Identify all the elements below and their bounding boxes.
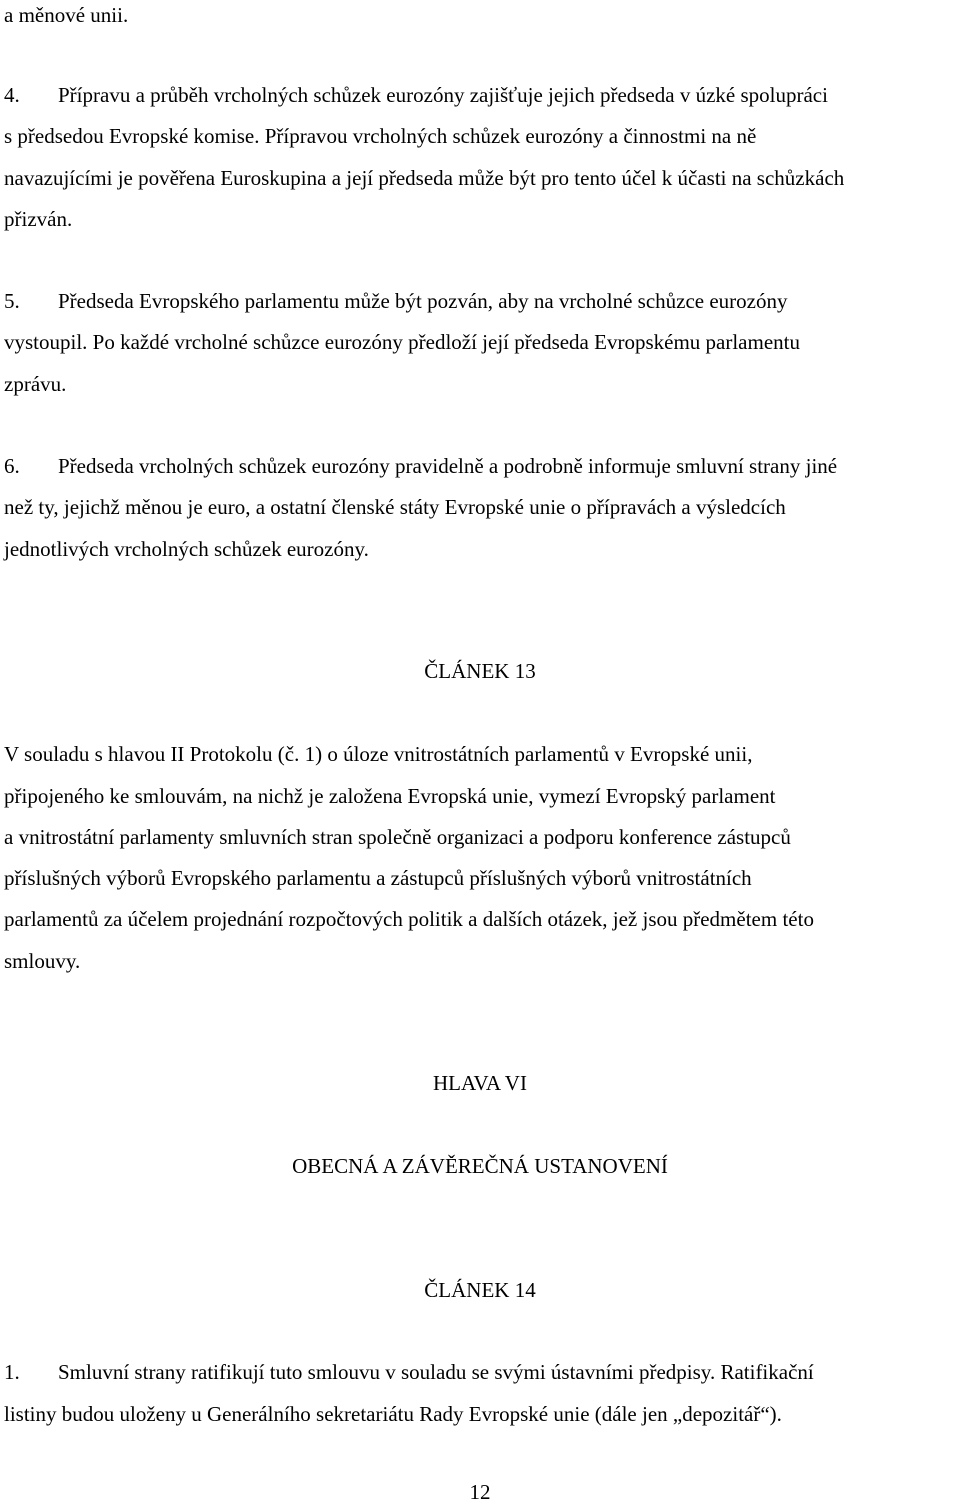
article-14-heading: ČLÁNEK 14: [424, 1278, 536, 1302]
paragraph-6-line-1: [4, 456, 837, 477]
page-number: 12: [469, 1480, 491, 1504]
title-6-subheading: OBECNÁ A ZÁVĚREČNÁ USTANOVENÍ: [292, 1154, 668, 1178]
article-14-paragraph-1-line-1: [4, 1362, 814, 1383]
article-13-line-1: V souladu s hlavou II Protokolu (č. 1) o úloze vnitrostátních parlamentů v Evropské unii,: [4, 742, 753, 766]
title-6-heading: HLAVA VI: [433, 1071, 527, 1095]
article-14-paragraph-1-number: 1.: [4, 1360, 20, 1384]
paragraph-4-line-3: navazujícími je pověřena Euroskupina a její předseda může být pro tento účel k účasti na schůzkách: [4, 166, 845, 190]
paragraph-4-line-4: přizván.: [4, 207, 73, 231]
paragraph-6-line-2: než ty, jejichž měnou je euro, a ostatní členské státy Evropské unie o přípravách a výsledcích: [4, 495, 786, 519]
paragraph-4-text: Přípravu a průběh vrcholných schůzek eurozóny zajišťuje jejich předseda v úzké spolupráci: [58, 83, 828, 107]
article-13-line-3: a vnitrostátní parlamenty smluvních stran společně organizaci a podporu konference zástupců: [4, 825, 791, 849]
paragraph-5-number: 5.: [4, 289, 20, 313]
paragraph-5-line-2: vystoupil. Po každé vrcholné schůzce eurozóny předloží její předseda Evropskému parlamentu: [4, 330, 800, 354]
paragraph-5-line-1: [4, 291, 787, 312]
paragraph-5-text: Předseda Evropského parlamentu může být pozván, aby na vrcholné schůzce eurozóny: [58, 289, 788, 313]
paragraph-4-line-1: [4, 85, 828, 106]
article-13-heading: ČLÁNEK 13: [424, 659, 536, 683]
article-13-line-4: příslušných výborů Evropského parlamentu a zástupců příslušných výborů vnitrostátních: [4, 866, 752, 890]
paragraph-4-line-2: s předsedou Evropské komise. Přípravou vrcholných schůzek eurozóny a činnostmi na ně: [4, 124, 757, 148]
paragraph-5-line-3: zprávu.: [4, 372, 67, 396]
article-14-paragraph-1-text: Smluvní strany ratifikují tuto smlouvu v souladu se svými ústavními předpisy. Ratifikační: [58, 1360, 814, 1384]
article-14-paragraph-1-line-2: listiny budou uloženy u Generálního sekretariátu Rady Evropské unie (dále jen „depozitář“).: [4, 1402, 782, 1426]
article-13-line-5: parlamentů za účelem projednání rozpočtových politik a dalších otázek, jež jsou předmětem této: [4, 907, 814, 931]
article-13-line-6: smlouvy.: [4, 949, 81, 973]
paragraph-6-line-3: jednotlivých vrcholných schůzek eurozóny.: [4, 537, 369, 561]
paragraph-6-number: 6.: [4, 454, 20, 478]
paragraph-6-text: Předseda vrcholných schůzek eurozóny pravidelně a podrobně informuje smluvní strany jiné: [58, 454, 838, 478]
paragraph-4-number: 4.: [4, 83, 20, 107]
continuation-line: a měnové unii.: [4, 3, 129, 27]
article-13-line-2: připojeného ke smlouvám, na nichž je založena Evropská unie, vymezí Evropský parlament: [4, 784, 776, 808]
